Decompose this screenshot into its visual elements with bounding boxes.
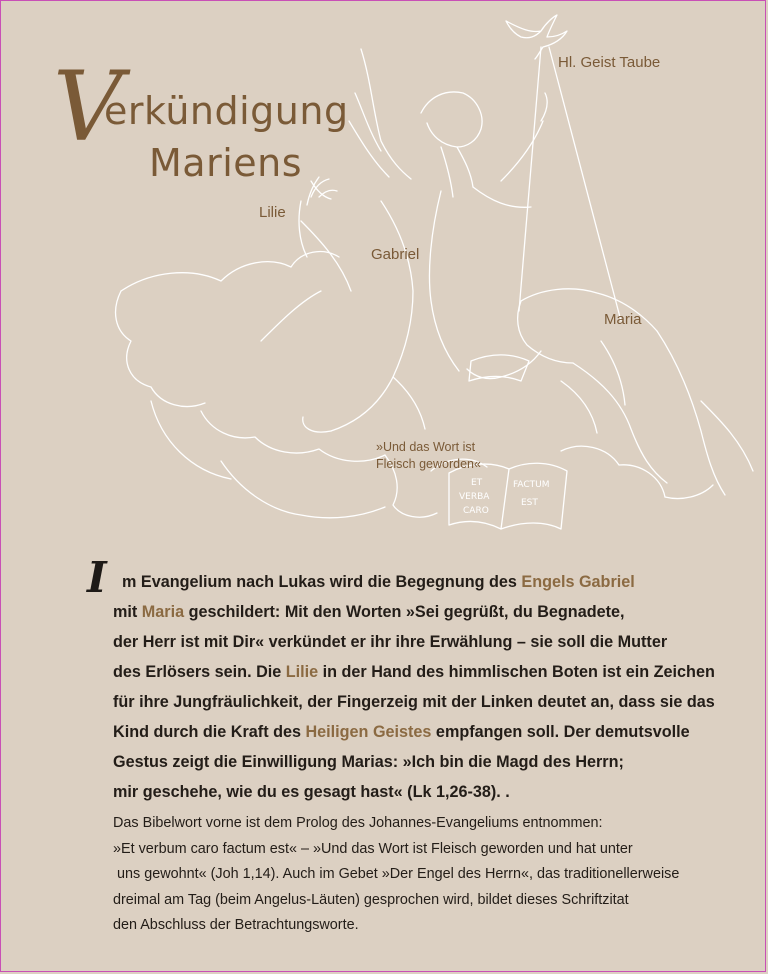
label-dove: Hl. Geist Taube	[558, 54, 661, 71]
highlight-maria: Maria	[141, 603, 185, 621]
highlight-engels-gabriel: Engels Gabriel	[521, 573, 635, 591]
label-quote-line-2: Fleisch geworden«	[376, 457, 481, 471]
secondary-text-line-5: den Abschluss der Betrachtungsworte.	[113, 917, 359, 933]
main-text-line-1: m Evangelium nach Lukas wird die Begegnung des Engels Gabriel	[122, 573, 635, 591]
book-text-caro: CARO	[463, 506, 489, 516]
secondary-text-line-3: uns gewohnt« (Joh 1,14). Auch im Gebet »Der Engel des Herrn«, das traditionellerweise	[113, 866, 680, 882]
main-text-line-3: der Herr ist mit Dir« verkündet er ihr ihre Erwählung – sie soll die Mutter	[113, 633, 668, 651]
highlight-heiligen-geistes: Heiligen Geistes	[305, 723, 432, 741]
secondary-text-line-2: »Et verbum caro factum est« – »Und das Wort ist Fleisch geworden und hat unter	[113, 840, 633, 857]
title-line-2: Mariens	[149, 141, 303, 185]
label-quote	[376, 439, 481, 473]
highlight-lilie: Lilie	[285, 663, 319, 681]
label-maria: Maria	[604, 311, 642, 328]
main-text-line-7: Gestus zeigt die Einwilligung Marias: »Ich bin die Magd des Herrn;	[113, 753, 624, 771]
book-text-et: ET	[471, 478, 483, 488]
secondary-text-line-1: Das Bibelwort vorne ist dem Prolog des Johannes-Evangeliums entnommen:	[113, 815, 603, 831]
open-book-drawing	[449, 463, 567, 529]
main-text-line-4: des Erlösers sein. Die Lilie in der Hand des himmlischen Boten ist ein Zeichen	[113, 663, 715, 681]
title-line-1: erkündigung	[104, 89, 349, 133]
main-text-line-6: Kind durch die Kraft des Heiligen Geistes empfangen soll. Der demutsvolle	[113, 723, 690, 741]
secondary-text-line-4: dreimal am Tag (beim Angelus-Läuten) gesprochen wird, bildet dieses Schriftzitat	[113, 891, 629, 908]
secondary-text	[113, 811, 713, 939]
drop-cap: I	[87, 553, 107, 602]
label-quote-line-1: »Und das Wort ist	[376, 440, 476, 454]
book-text-verba: VERBA	[459, 492, 490, 502]
lily-drawing	[311, 179, 337, 197]
book-text-factum: FACTUM	[513, 480, 550, 490]
label-lily: Lilie	[259, 204, 286, 221]
main-text-line-5: für ihre Jungfräulichkeit, der Fingerzeig mit der Linken deutet an, dass sie das	[113, 693, 715, 711]
label-gabriel: Gabriel	[371, 246, 420, 263]
title-initial: V	[53, 51, 123, 163]
book-text-est: EST	[521, 498, 538, 508]
main-text-line-2: mit Maria geschildert: Mit den Worten »Sei gegrüßt, du Begnadete,	[113, 603, 625, 621]
main-text-line-8: mir geschehe, wie du es gesagt hast« (Lk 1,26-38). .	[113, 783, 510, 801]
main-text	[113, 567, 713, 807]
clouds-drawing	[116, 252, 713, 518]
